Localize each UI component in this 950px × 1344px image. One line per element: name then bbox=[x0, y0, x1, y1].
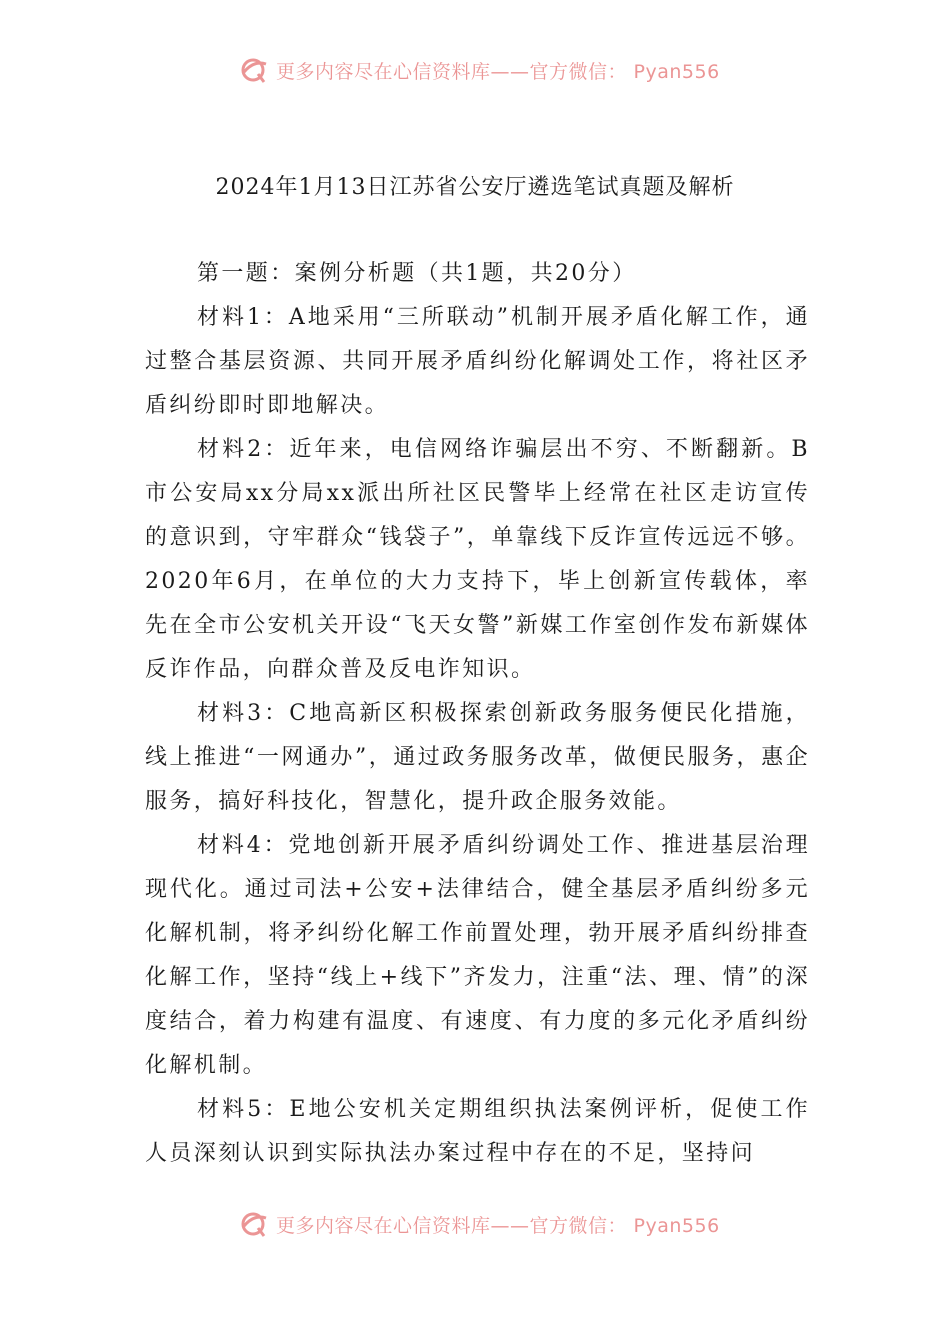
watermark-logo-icon bbox=[240, 56, 270, 84]
watermark-text: 更多内容尽在心信资料库——官方微信： Pyan556 bbox=[276, 1214, 720, 1237]
footer-watermark bbox=[240, 1206, 740, 1242]
document-title: 2024年1月13日江苏省公安厅遴选笔试真题及解析 bbox=[215, 175, 735, 200]
header-watermark bbox=[240, 52, 740, 88]
material-paragraph: 材料2：近年来，电信网络诈骗层出不穷、不断翻新。B市公安局xx分局xx派出所社区民警毕上经常在社区走访宣传的意识到，守牢群众“钱袋子”，单靠线下反诈宣传远远不够。2020年6月，在单位的大力支持下，毕上创新宣传载体，率先在全市公安机关开设“飞天女警”新媒工作室创作发布新媒体反诈作品，向群众普及反电诈知识。 bbox=[145, 437, 810, 682]
material-paragraph: 材料4：党地创新开展矛盾纠纷调处工作、推进基层治理现代化。通过司法+公安+法律结合，健全基层矛盾纠纷多元化解机制，将矛纠纷化解工作前置处理，勃开展矛盾纠纷排查化解工作，坚持“线上+线下”齐发力，注重“法、理、情”的深度结合，着力构建有温度、有速度、有力度的多元化矛盾纠纷化解机制。 bbox=[145, 833, 810, 1078]
watermark-text: 更多内容尽在心信资料库——官方微信： Pyan556 bbox=[276, 60, 720, 83]
material-paragraph: 材料5：E地公安机关定期组织执法案例评析，促使工作人员深刻认识到实际执法办案过程中存在的不足，坚持问 bbox=[145, 1097, 810, 1166]
question-header: 第一题：案例分析题（共1题，共20分） bbox=[197, 261, 637, 286]
material-paragraph: 材料1：A地采用“三所联动”机制开展矛盾化解工作，通过整合基层资源、共同开展矛盾纠纷化解调处工作，将社区矛盾纠纷即时即地解决。 bbox=[145, 305, 810, 418]
watermark-logo-icon bbox=[240, 1210, 270, 1238]
material-paragraph: 材料3：C地高新区积极探索创新政务服务便民化措施，线上推进“一网通办”，通过政务服务改革，做便民服务，惠企服务，搞好科技化，智慧化，提升政企服务效能。 bbox=[145, 701, 810, 814]
document-body bbox=[145, 252, 810, 1176]
